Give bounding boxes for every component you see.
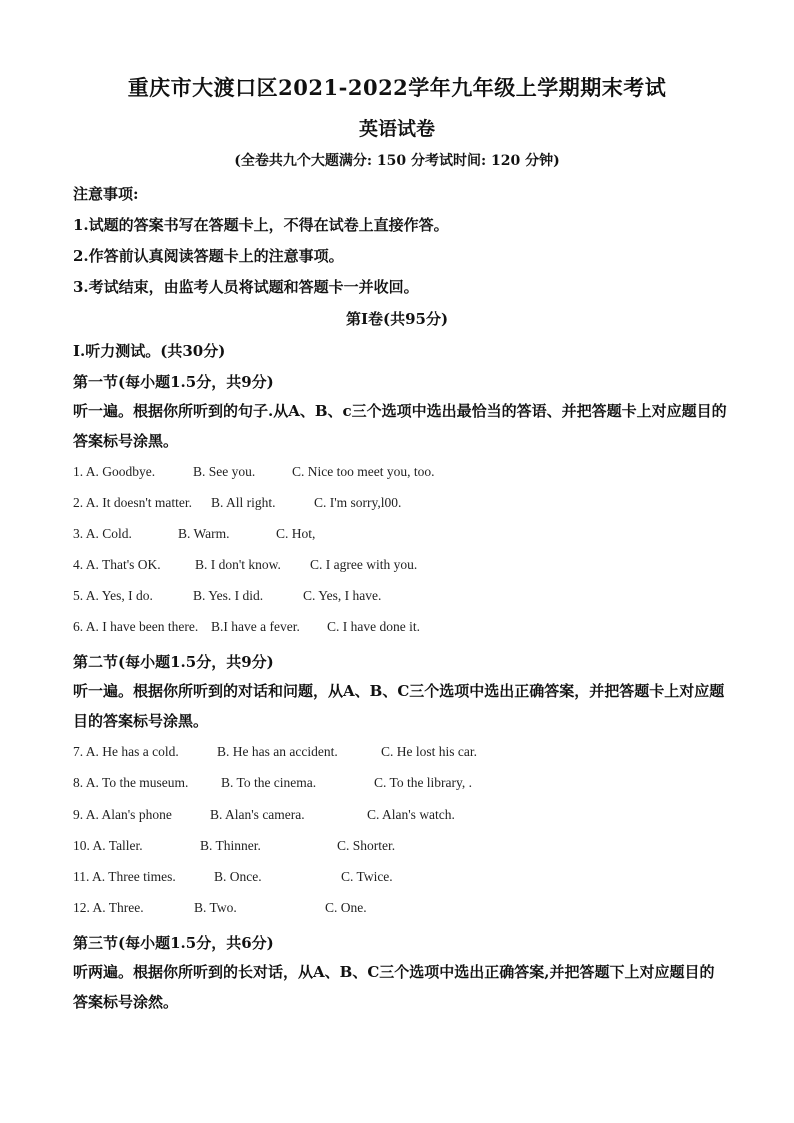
option-c: C. I agree with you.: [310, 557, 418, 572]
option-b: B. I don't know.: [195, 557, 281, 572]
option-b: B. All right.: [211, 495, 276, 510]
option-a: 10. A. Taller.: [73, 838, 143, 853]
option-c: C. Nice too meet you, too.: [292, 464, 435, 479]
option-b: B. Once.: [214, 869, 262, 884]
section-3-instruction: 听两遍。根据你所听到的长对话，从A、B、C三个选项中选出正确答案,并把答题下上对应题目的答案标号涂然。: [73, 963, 715, 1011]
note-item: 3.考试结束，由监考人员将试题和答题卡一并收回。: [73, 278, 419, 296]
exam-meta: (全卷共九个大题满分: 150 分考试时间: 120 分钟): [234, 153, 560, 169]
option-b: B. He has an accident.: [217, 744, 338, 759]
option-a: 5. A. Yes, I do.: [73, 588, 153, 603]
option-a: 7. A. He has a cold.: [73, 744, 179, 759]
section-2-instruction: 听一遍。根据你所听到的对话和问题，从A、B、C三个选项中选出正确答案，并把答题卡上对应题目的答案标号涂黑。: [73, 682, 725, 730]
option-b: B. See you.: [193, 464, 256, 479]
option-b: B. To the cinema.: [221, 775, 317, 790]
exam-subtitle: 英语试卷: [358, 118, 435, 140]
option-a: 1. A. Goodbye.: [73, 464, 156, 479]
option-b: B. Warm.: [178, 526, 230, 541]
option-c: C. Twice.: [341, 869, 393, 884]
option-a: 6. A. I have been there.: [73, 619, 199, 634]
option-a: 12. A. Three.: [73, 900, 144, 915]
option-a: 3. A. Cold.: [73, 526, 132, 541]
option-b: B. Yes. I did.: [193, 588, 264, 603]
note-item: 1.试题的答案书写在答题卡上，不得在试卷上直接作答。: [73, 216, 449, 234]
option-c: C. To the library, .: [374, 775, 473, 790]
option-c: C. I have done it.: [327, 619, 420, 634]
section-main-heading: I.听力测试。(共30分): [73, 342, 226, 360]
option-b: B. Thinner.: [200, 838, 261, 853]
option-c: C. One.: [325, 900, 367, 915]
note-item: 2.作答前认真阅读答题卡上的注意事项。: [73, 247, 344, 265]
option-c: C. Hot,: [276, 526, 316, 541]
option-a: 2. A. It doesn't matter.: [73, 495, 193, 510]
section-2-heading: 第二节(每小题1.5分，共9分): [73, 653, 274, 671]
option-c: C. Shorter.: [337, 838, 396, 853]
option-a: 11. A. Three times.: [73, 869, 176, 884]
option-c: C. Yes, I have.: [303, 588, 382, 603]
option-c: C. He lost his car.: [381, 744, 477, 759]
option-a: 8. A. To the museum.: [73, 775, 189, 790]
option-b: B. Alan's camera.: [210, 807, 305, 822]
option-a: 4. A. That's OK.: [73, 557, 161, 572]
section-3-heading: 第三节(每小题1.5分，共6分): [73, 934, 274, 952]
option-b: B. Two.: [194, 900, 237, 915]
notes-heading: 注意事项:: [73, 185, 139, 203]
option-c: C. I'm sorry,l00.: [314, 495, 402, 510]
option-b: B.I have a fever.: [211, 619, 300, 634]
part-heading: 第I卷(共95分): [345, 310, 449, 328]
option-c: C. Alan's watch.: [367, 807, 455, 822]
option-a: 9. A. Alan's phone: [73, 807, 172, 822]
exam-title: 重庆市大渡口区2021-2022学年九年级上学期期末考试: [127, 75, 667, 100]
section-1-instruction: 听一遍。根据你所听到的句子.从A、B、c三个选项中选出最恰当的答语、并把答题卡上对应题目的答案标号涂黑。: [73, 402, 727, 450]
section-1-heading: 第一节(每小题1.5分，共9分): [73, 373, 274, 391]
